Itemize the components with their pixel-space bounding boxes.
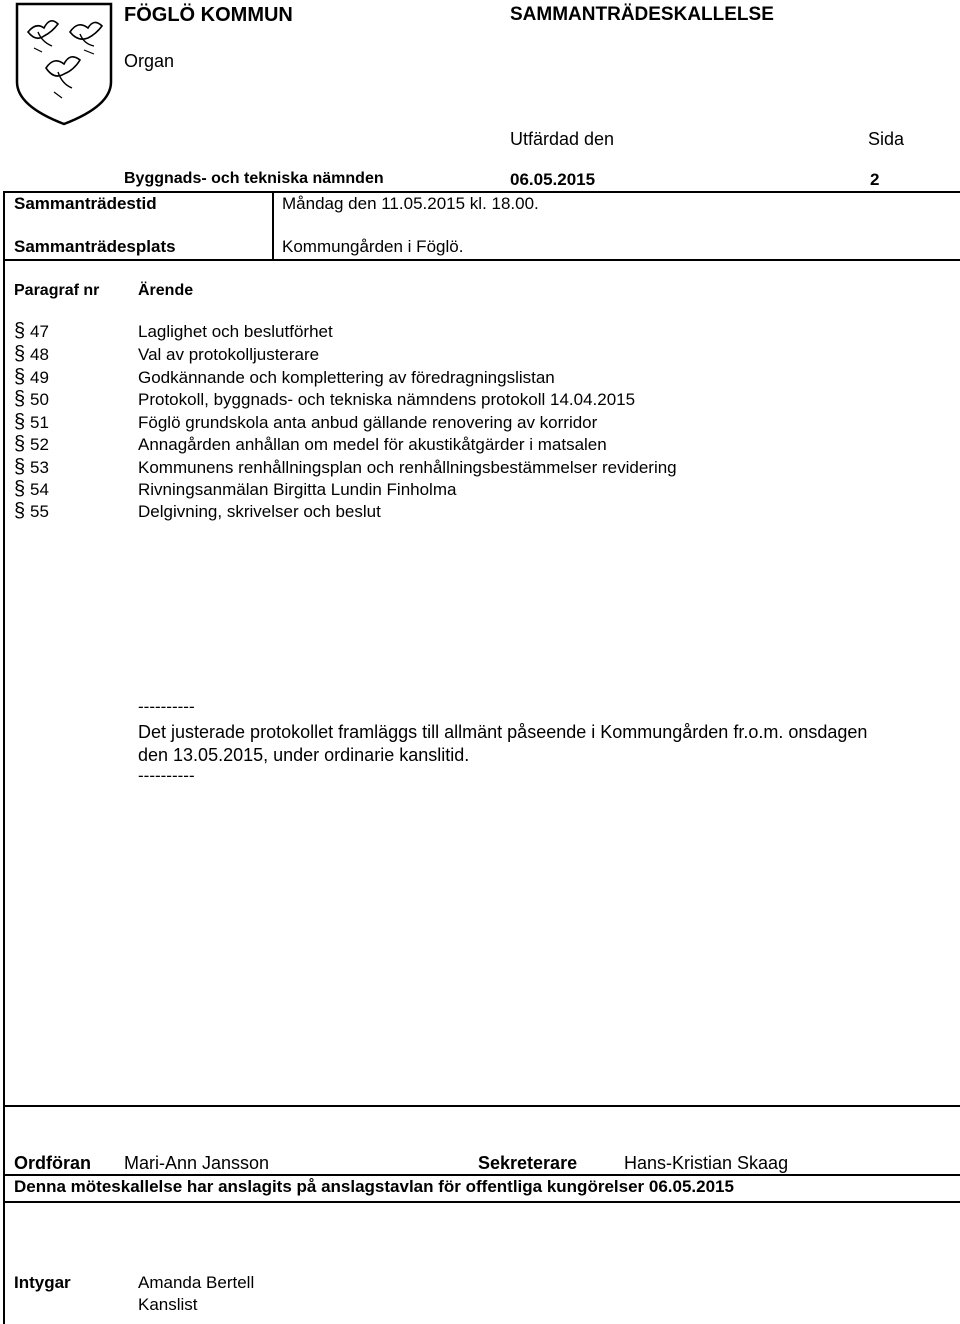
meeting-divider [272,191,274,261]
chair-label: Ordföran [14,1153,92,1173]
secretary-name: Hans-Kristian Skaag [624,1153,789,1173]
organ-value: Byggnads- och tekniska nämnden [124,170,384,187]
left-border [3,191,5,1324]
section-sign: § [14,343,26,365]
section-sign: § [14,478,26,500]
issued-date: 06.05.2015 [510,170,596,189]
agenda-item-number: 54 [30,480,49,499]
signature-rule [3,1105,960,1107]
agenda-item-text: Laglighet och beslutförhet [138,322,333,341]
agenda-item-text: Rivningsanmälan Birgitta Lundin Finholma [138,480,457,499]
municipality-name: FÖGLÖ KOMMUN [124,4,293,26]
agenda-item-number: 53 [30,458,49,477]
page-number: 2 [870,170,880,189]
agenda-item-text: Kommunens renhållningsplan och renhållningsbestämmelser revidering [138,458,677,477]
section-sign: § [14,456,26,478]
meeting-time-value: Måndag den 11.05.2015 kl. 18.00. [282,194,539,213]
agenda-item-number: 55 [30,502,49,521]
section-sign: § [14,411,26,433]
agenda-item-number: 48 [30,345,49,364]
secretary-label: Sekreterare [478,1153,578,1173]
section-sign: § [14,320,26,342]
section-sign: § [14,500,26,522]
section-sign: § [14,388,26,410]
section-sign: § [14,433,26,455]
certify-name: Amanda Bertell [138,1273,255,1292]
agenda-item-text: Godkännande och komplettering av föredragningslistan [138,368,555,387]
matter-column-header: Ärende [138,282,194,299]
notice-separator-bottom: ---------- [138,766,195,785]
document-type: SAMMANTRÄDESKALLELSE [510,4,774,25]
organ-label: Organ [124,51,175,71]
chair-name: Mari-Ann Jansson [124,1153,270,1173]
agenda-item-text: Annagården anhållan om medel för akustikåtgärder i matsalen [138,435,607,454]
certify-title: Kanslist [138,1295,198,1314]
agenda-item-number: 51 [30,413,49,432]
certify-label: Intygar [14,1273,71,1292]
chair-rule [3,1174,960,1176]
meeting-time-label: Sammanträdestid [14,194,157,213]
issued-label: Utfärdad den [510,129,615,149]
paragraph-column-header: Paragraf nr [14,282,100,299]
section-sign: § [14,366,26,388]
agenda-item-text: Val av protokolljusterare [138,345,320,364]
meeting-place-label: Sammanträdesplats [14,237,176,256]
notice-separator-top: ---------- [138,697,195,716]
posting-rule [3,1201,960,1203]
agenda-item-text: Föglö grundskola anta anbud gällande renovering av korridor [138,413,598,432]
agenda-item-number: 52 [30,435,49,454]
agenda-item-text: Protokoll, byggnads- och tekniska nämndens protokoll 14.04.2015 [138,390,636,409]
agenda-item-number: 50 [30,390,49,409]
agenda-item-text: Delgivning, skrivelser och beslut [138,502,381,521]
agenda-item-number: 49 [30,368,49,387]
agenda-item-number: 47 [30,322,49,341]
page-label: Sida [868,129,905,149]
notice-text-line-1: Det justerade protokollet framläggs till allmänt påseende i Kommungården fr.o.m. onsdagen [138,722,868,742]
meeting-place-value: Kommungården i Föglö. [282,237,464,256]
notice-text-line-2: den 13.05.2015, under ordinarie kanslitid. [138,745,470,765]
coat-of-arms-logo [14,2,114,126]
meeting-rule [3,259,960,261]
posting-statement: Denna möteskallelse har anslagits på anslagstavlan för offentliga kungörelser 06.05.2015 [14,1177,734,1196]
header-rule [3,191,960,193]
